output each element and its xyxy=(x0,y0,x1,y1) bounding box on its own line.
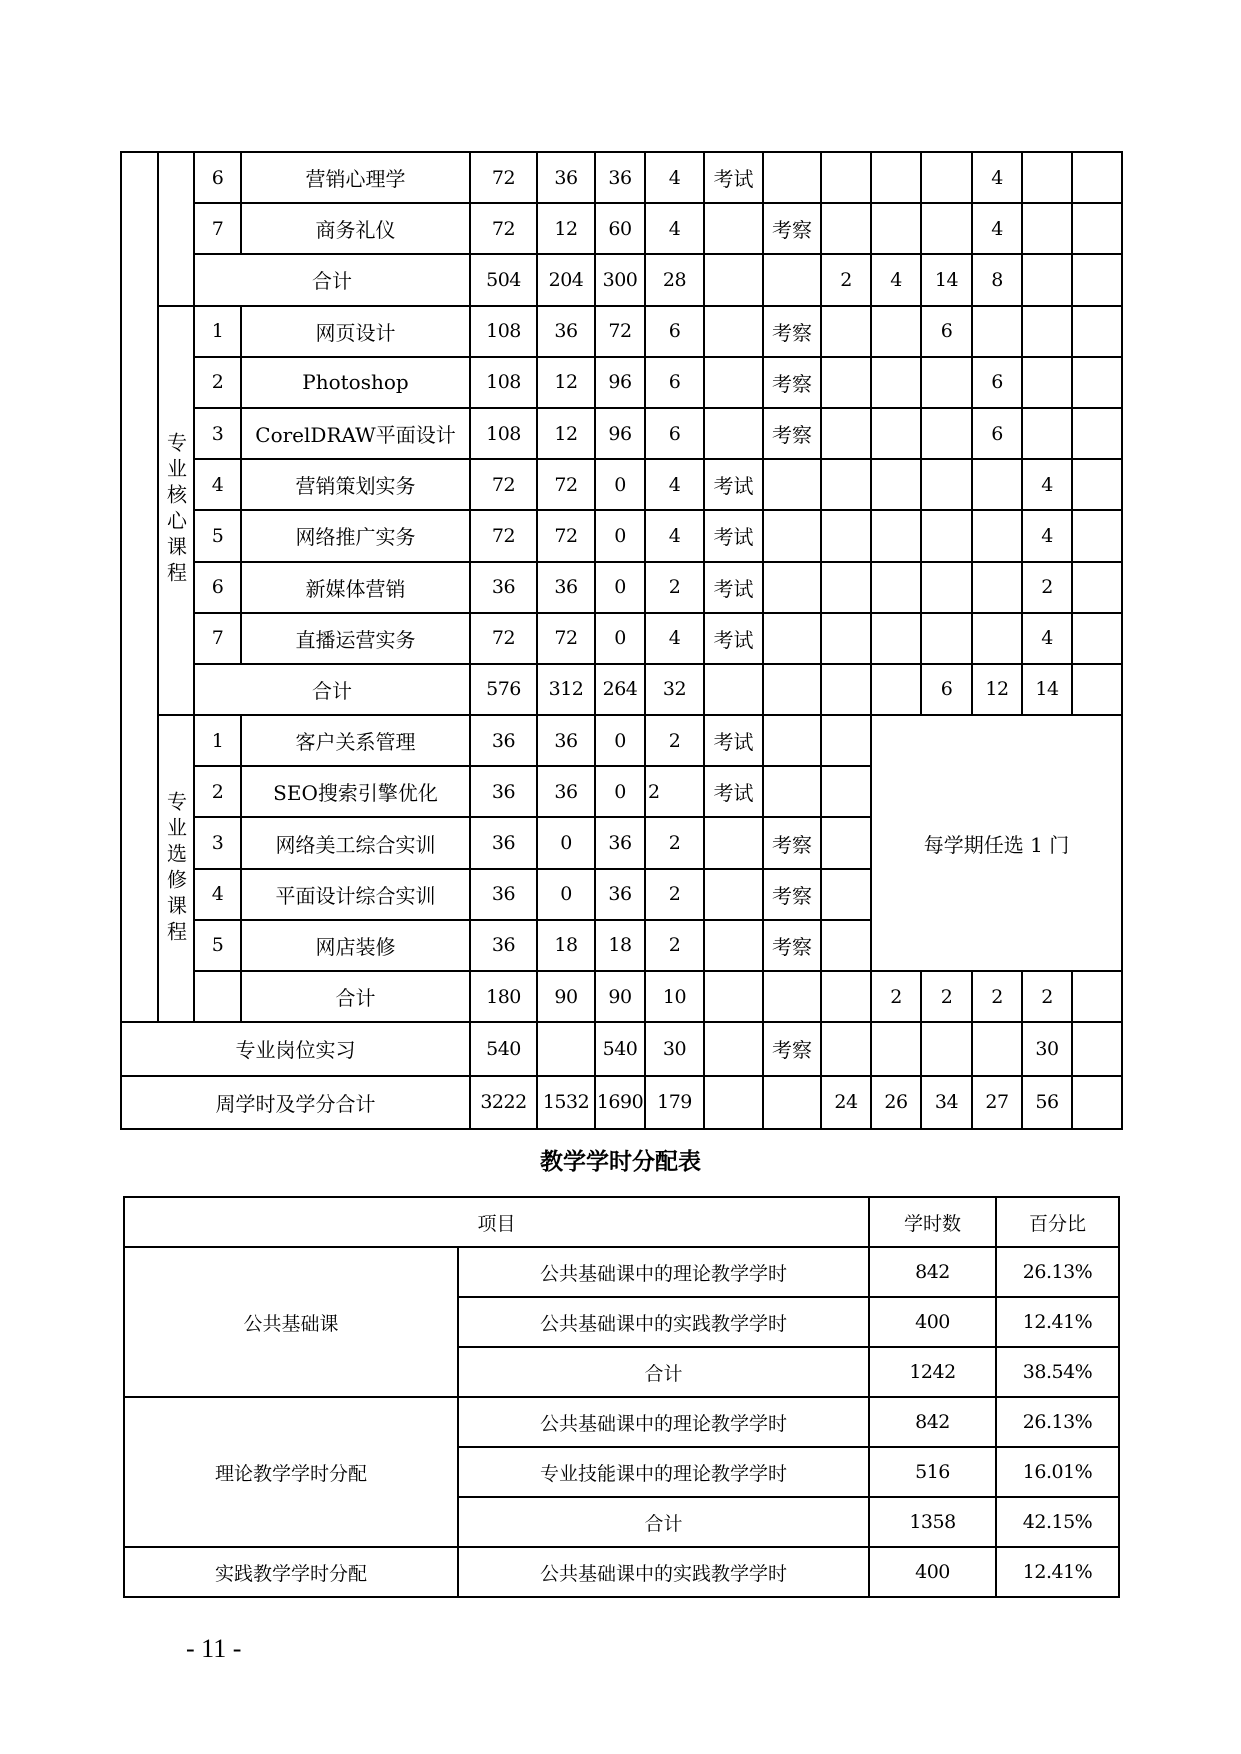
cell-s3: 6 xyxy=(921,306,972,357)
cell-s1 xyxy=(821,817,871,868)
percent-value: 26.13% xyxy=(996,1247,1119,1297)
course-row xyxy=(121,203,1122,254)
hours-value: 842 xyxy=(869,1397,996,1447)
cell-check xyxy=(763,971,821,1022)
course-row xyxy=(121,408,1122,459)
cell-s2 xyxy=(871,459,921,510)
cell-s6 xyxy=(1072,306,1122,357)
course-number: 3 xyxy=(194,817,241,868)
cell-check xyxy=(763,1076,821,1130)
course-name: 直播运营实务 xyxy=(241,613,470,664)
cell-s6 xyxy=(1072,357,1122,408)
grand-total-label: 周学时及学分合计 xyxy=(121,1076,470,1130)
cell-check: 考察 xyxy=(763,1022,821,1076)
cell-hours: 36 xyxy=(470,920,537,971)
cell-s5: 4 xyxy=(1022,459,1072,510)
course-number: 5 xyxy=(194,920,241,971)
cell-theory: 12 xyxy=(537,203,595,254)
course-number: 3 xyxy=(194,408,241,459)
header-item: 项目 xyxy=(124,1197,869,1247)
course-number: 1 xyxy=(194,306,241,357)
cell-s5: 56 xyxy=(1022,1076,1072,1130)
cell-credits: 32 xyxy=(645,664,704,715)
cell-practice: 540 xyxy=(595,1022,645,1076)
course-number: 6 xyxy=(194,562,241,613)
cell-credits: 4 xyxy=(645,459,704,510)
cell-s4 xyxy=(972,562,1022,613)
cell-credits: 2 xyxy=(645,817,704,868)
cell-exam xyxy=(704,254,763,305)
course-number: 2 xyxy=(194,766,241,817)
cell-s6 xyxy=(1072,1076,1122,1130)
cell-s3: 6 xyxy=(921,664,972,715)
cell-check xyxy=(763,562,821,613)
cell-s2 xyxy=(871,152,921,203)
cell-s2 xyxy=(871,613,921,664)
cell-theory: 0 xyxy=(537,869,595,920)
category-label-elective: 专业选修课程 xyxy=(158,715,194,1022)
cell-s1 xyxy=(821,869,871,920)
cell-exam: 考试 xyxy=(704,715,763,766)
cell-credits: 2 xyxy=(645,920,704,971)
cell-s6 xyxy=(1072,664,1122,715)
cell-s2 xyxy=(871,510,921,561)
item-label: 合计 xyxy=(458,1347,869,1397)
cell-exam xyxy=(704,971,763,1022)
cell-practice: 96 xyxy=(595,408,645,459)
course-name: 新媒体营销 xyxy=(241,562,470,613)
cell-exam xyxy=(704,1076,763,1130)
cell-s4: 27 xyxy=(972,1076,1022,1130)
cell-s4: 12 xyxy=(972,664,1022,715)
cell-exam: 考试 xyxy=(704,766,763,817)
subtotal-label: 合计 xyxy=(194,664,470,715)
cell-s4 xyxy=(972,306,1022,357)
cell-credits: 30 xyxy=(645,1022,704,1076)
subtotal-row xyxy=(121,254,1122,305)
cell-s4: 4 xyxy=(972,203,1022,254)
cell-s1 xyxy=(821,1022,871,1076)
cell-s2 xyxy=(871,306,921,357)
cell-s5 xyxy=(1022,306,1072,357)
cell-s5: 2 xyxy=(1022,562,1072,613)
cell-s1 xyxy=(821,306,871,357)
item-label: 公共基础课中的实践教学学时 xyxy=(458,1297,869,1347)
course-row xyxy=(121,152,1122,203)
course-row xyxy=(121,562,1122,613)
subtotal-label: 合计 xyxy=(194,254,470,305)
cell-hours: 180 xyxy=(470,971,537,1022)
cell-practice: 300 xyxy=(595,254,645,305)
item-label: 合计 xyxy=(458,1497,869,1547)
cell-check: 考察 xyxy=(763,869,821,920)
cell-credits: 6 xyxy=(645,408,704,459)
cell-s3 xyxy=(921,510,972,561)
cell-s2 xyxy=(871,357,921,408)
percent-value: 12.41% xyxy=(996,1297,1119,1347)
percent-value: 26.13% xyxy=(996,1397,1119,1447)
course-name: SEO搜索引擎优化 xyxy=(241,766,470,817)
cell-hours: 72 xyxy=(470,510,537,561)
hours-value: 1358 xyxy=(869,1497,996,1547)
cell-s4: 4 xyxy=(972,152,1022,203)
cell-practice: 72 xyxy=(595,306,645,357)
allocation-table xyxy=(123,1196,1120,1598)
cell-s6 xyxy=(1072,203,1122,254)
hours-value: 1242 xyxy=(869,1347,996,1397)
hours-value: 400 xyxy=(869,1547,996,1597)
hours-value: 516 xyxy=(869,1447,996,1497)
cell-credits: 4 xyxy=(645,510,704,561)
cell-theory: 0 xyxy=(537,817,595,868)
cell-s6 xyxy=(1072,1022,1122,1076)
cell-exam xyxy=(704,817,763,868)
cell-check xyxy=(763,254,821,305)
cell-s6 xyxy=(1072,971,1122,1022)
course-name: 营销策划实务 xyxy=(241,459,470,510)
course-number: 5 xyxy=(194,510,241,561)
cell-theory: 72 xyxy=(537,613,595,664)
allocation-row xyxy=(124,1247,1119,1297)
cell-s3 xyxy=(921,357,972,408)
cell-check: 考察 xyxy=(763,920,821,971)
cell-s1 xyxy=(821,459,871,510)
cell-theory: 36 xyxy=(537,715,595,766)
outer-category-cell xyxy=(121,152,158,1022)
cell-s5: 4 xyxy=(1022,613,1072,664)
course-number: 7 xyxy=(194,613,241,664)
cell-s4 xyxy=(972,613,1022,664)
allocation-table-title: 教学学时分配表 xyxy=(540,1149,701,1175)
category-cell-prev xyxy=(158,152,194,306)
elective-note: 每学期任选 1 门 xyxy=(871,715,1122,971)
cell-credits: 10 xyxy=(645,971,704,1022)
item-label: 专业技能课中的理论教学学时 xyxy=(458,1447,869,1497)
subtotal-row xyxy=(121,664,1122,715)
item-label: 公共基础课中的理论教学学时 xyxy=(458,1247,869,1297)
cell-s5: 4 xyxy=(1022,510,1072,561)
course-row xyxy=(121,357,1122,408)
cell-check xyxy=(763,715,821,766)
course-row xyxy=(121,306,1122,357)
percent-value: 42.15% xyxy=(996,1497,1119,1547)
cell-credits: 4 xyxy=(645,203,704,254)
course-number xyxy=(194,971,241,1022)
course-row xyxy=(121,510,1122,561)
cell-s2: 2 xyxy=(871,971,921,1022)
course-row xyxy=(121,613,1122,664)
cell-s6 xyxy=(1072,459,1122,510)
cell-exam xyxy=(704,869,763,920)
cell-credits: 2 xyxy=(645,869,704,920)
cell-exam: 考试 xyxy=(704,152,763,203)
cell-hours: 36 xyxy=(470,817,537,868)
group-label: 公共基础课 xyxy=(124,1247,458,1397)
cell-practice: 0 xyxy=(595,510,645,561)
course-name: 网络美工综合实训 xyxy=(241,817,470,868)
cell-practice: 18 xyxy=(595,920,645,971)
cell-s6 xyxy=(1072,510,1122,561)
cell-hours: 36 xyxy=(470,869,537,920)
cell-theory xyxy=(537,1022,595,1076)
course-plan-table xyxy=(120,151,1123,1130)
course-name: 网店装修 xyxy=(241,920,470,971)
cell-hours: 72 xyxy=(470,152,537,203)
cell-s2: 26 xyxy=(871,1076,921,1130)
cell-hours: 576 xyxy=(470,664,537,715)
group-label: 理论教学学时分配 xyxy=(124,1397,458,1547)
cell-credits: 4 xyxy=(645,613,704,664)
cell-theory: 1532 xyxy=(537,1076,595,1130)
course-name: 商务礼仪 xyxy=(241,203,470,254)
cell-practice: 0 xyxy=(595,766,645,817)
cell-hours: 504 xyxy=(470,254,537,305)
cell-credits: 6 xyxy=(645,357,704,408)
cell-theory: 12 xyxy=(537,408,595,459)
cell-s2 xyxy=(871,203,921,254)
cell-s1: 24 xyxy=(821,1076,871,1130)
cell-practice: 60 xyxy=(595,203,645,254)
cell-theory: 72 xyxy=(537,510,595,561)
cell-check: 考察 xyxy=(763,817,821,868)
cell-theory: 18 xyxy=(537,920,595,971)
course-row xyxy=(121,459,1122,510)
cell-s5 xyxy=(1022,408,1072,459)
cell-exam: 考试 xyxy=(704,613,763,664)
cell-exam xyxy=(704,1022,763,1076)
cell-s4: 6 xyxy=(972,357,1022,408)
cell-exam xyxy=(704,920,763,971)
course-number: 4 xyxy=(194,869,241,920)
cell-s4: 2 xyxy=(972,971,1022,1022)
cell-s5 xyxy=(1022,254,1072,305)
item-label: 公共基础课中的实践教学学时 xyxy=(458,1547,869,1597)
cell-s1: 2 xyxy=(821,254,871,305)
cell-s1 xyxy=(821,971,871,1022)
cell-theory: 36 xyxy=(537,562,595,613)
cell-s4 xyxy=(972,510,1022,561)
cell-s1 xyxy=(821,920,871,971)
cell-exam xyxy=(704,664,763,715)
cell-credits: 2 xyxy=(645,562,704,613)
cell-s5 xyxy=(1022,357,1072,408)
header-percent: 百分比 xyxy=(996,1197,1119,1247)
cell-s6 xyxy=(1072,152,1122,203)
cell-s1 xyxy=(821,510,871,561)
cell-theory: 72 xyxy=(537,459,595,510)
category-label-core: 专业核心课程 xyxy=(158,306,194,716)
cell-check xyxy=(763,459,821,510)
cell-practice: 90 xyxy=(595,971,645,1022)
internship-row xyxy=(121,1022,1122,1076)
course-number: 4 xyxy=(194,459,241,510)
cell-credits: 6 xyxy=(645,306,704,357)
page-number: - 11 - xyxy=(186,1634,242,1663)
allocation-row xyxy=(124,1397,1119,1447)
cell-s3: 2 xyxy=(921,971,972,1022)
cell-s5: 14 xyxy=(1022,664,1072,715)
course-name: CorelDRAW平面设计 xyxy=(241,408,470,459)
cell-s3 xyxy=(921,459,972,510)
cell-s2 xyxy=(871,562,921,613)
course-number: 7 xyxy=(194,203,241,254)
cell-hours: 108 xyxy=(470,357,537,408)
cell-s6 xyxy=(1072,254,1122,305)
header-hours: 学时数 xyxy=(869,1197,996,1247)
cell-check xyxy=(763,613,821,664)
cell-s5 xyxy=(1022,203,1072,254)
item-label: 公共基础课中的理论教学学时 xyxy=(458,1397,869,1447)
cell-practice: 0 xyxy=(595,459,645,510)
cell-exam: 考试 xyxy=(704,562,763,613)
cell-practice: 0 xyxy=(595,562,645,613)
cell-check: 考察 xyxy=(763,408,821,459)
cell-s4 xyxy=(972,459,1022,510)
cell-hours: 36 xyxy=(470,766,537,817)
cell-check xyxy=(763,766,821,817)
cell-practice: 96 xyxy=(595,357,645,408)
cell-theory: 36 xyxy=(537,152,595,203)
percent-value: 12.41% xyxy=(996,1547,1119,1597)
subtotal-row xyxy=(121,971,1122,1022)
cell-credits: 2 xyxy=(645,766,704,817)
cell-credits: 4 xyxy=(645,152,704,203)
course-row xyxy=(121,715,1122,766)
cell-credits: 2 xyxy=(645,715,704,766)
cell-s1 xyxy=(821,562,871,613)
cell-s5: 30 xyxy=(1022,1022,1072,1076)
cell-s6 xyxy=(1072,562,1122,613)
hours-value: 842 xyxy=(869,1247,996,1297)
cell-check: 考察 xyxy=(763,357,821,408)
cell-s3 xyxy=(921,203,972,254)
cell-check xyxy=(763,510,821,561)
course-name: 客户关系管理 xyxy=(241,715,470,766)
internship-label: 专业岗位实习 xyxy=(121,1022,470,1076)
percent-value: 16.01% xyxy=(996,1447,1119,1497)
cell-s3 xyxy=(921,152,972,203)
cell-hours: 72 xyxy=(470,613,537,664)
grand-total-row xyxy=(121,1076,1122,1130)
cell-s3 xyxy=(921,562,972,613)
cell-practice: 264 xyxy=(595,664,645,715)
cell-hours: 108 xyxy=(470,408,537,459)
course-name: Photoshop xyxy=(241,357,470,408)
cell-s5 xyxy=(1022,152,1072,203)
cell-s1 xyxy=(821,357,871,408)
percent-value: 38.54% xyxy=(996,1347,1119,1397)
cell-s2 xyxy=(871,664,921,715)
cell-hours: 108 xyxy=(470,306,537,357)
hours-value: 400 xyxy=(869,1297,996,1347)
cell-exam xyxy=(704,408,763,459)
cell-exam xyxy=(704,203,763,254)
cell-theory: 90 xyxy=(537,971,595,1022)
cell-s1 xyxy=(821,613,871,664)
cell-practice: 1690 xyxy=(595,1076,645,1130)
cell-theory: 204 xyxy=(537,254,595,305)
cell-hours: 72 xyxy=(470,203,537,254)
cell-s1 xyxy=(821,408,871,459)
cell-s4: 6 xyxy=(972,408,1022,459)
course-name: 网页设计 xyxy=(241,306,470,357)
cell-s1 xyxy=(821,664,871,715)
cell-s4: 8 xyxy=(972,254,1022,305)
course-name: 营销心理学 xyxy=(241,152,470,203)
cell-s1 xyxy=(821,715,871,766)
cell-s6 xyxy=(1072,408,1122,459)
cell-theory: 12 xyxy=(537,357,595,408)
cell-check xyxy=(763,664,821,715)
cell-practice: 0 xyxy=(595,715,645,766)
cell-exam: 考试 xyxy=(704,510,763,561)
cell-s2: 4 xyxy=(871,254,921,305)
cell-s5: 2 xyxy=(1022,971,1072,1022)
cell-theory: 312 xyxy=(537,664,595,715)
cell-check: 考察 xyxy=(763,203,821,254)
course-number: 2 xyxy=(194,357,241,408)
cell-check xyxy=(763,152,821,203)
cell-s2 xyxy=(871,408,921,459)
cell-s1 xyxy=(821,203,871,254)
subtotal-label: 合计 xyxy=(241,971,470,1022)
course-name: 网络推广实务 xyxy=(241,510,470,561)
cell-s3 xyxy=(921,613,972,664)
cell-s3 xyxy=(921,1022,972,1076)
cell-check: 考察 xyxy=(763,306,821,357)
cell-theory: 36 xyxy=(537,306,595,357)
cell-s1 xyxy=(821,152,871,203)
cell-hours: 72 xyxy=(470,459,537,510)
cell-s6 xyxy=(1072,613,1122,664)
course-number: 1 xyxy=(194,715,241,766)
cell-s3: 14 xyxy=(921,254,972,305)
cell-credits: 179 xyxy=(645,1076,704,1130)
cell-credits: 28 xyxy=(645,254,704,305)
cell-practice: 36 xyxy=(595,152,645,203)
cell-theory: 36 xyxy=(537,766,595,817)
cell-exam: 考试 xyxy=(704,459,763,510)
cell-practice: 36 xyxy=(595,869,645,920)
cell-s3: 34 xyxy=(921,1076,972,1130)
cell-s3 xyxy=(921,408,972,459)
header-row xyxy=(124,1197,1119,1247)
course-number: 6 xyxy=(194,152,241,203)
cell-exam xyxy=(704,306,763,357)
cell-hours: 36 xyxy=(470,715,537,766)
cell-s1 xyxy=(821,766,871,817)
allocation-row xyxy=(124,1547,1119,1597)
group-label: 实践教学学时分配 xyxy=(124,1547,458,1597)
cell-hours: 540 xyxy=(470,1022,537,1076)
cell-practice: 36 xyxy=(595,817,645,868)
cell-hours: 3222 xyxy=(470,1076,537,1130)
cell-exam xyxy=(704,357,763,408)
cell-hours: 36 xyxy=(470,562,537,613)
course-name: 平面设计综合实训 xyxy=(241,869,470,920)
cell-s2 xyxy=(871,1022,921,1076)
cell-practice: 0 xyxy=(595,613,645,664)
cell-s4 xyxy=(972,1022,1022,1076)
